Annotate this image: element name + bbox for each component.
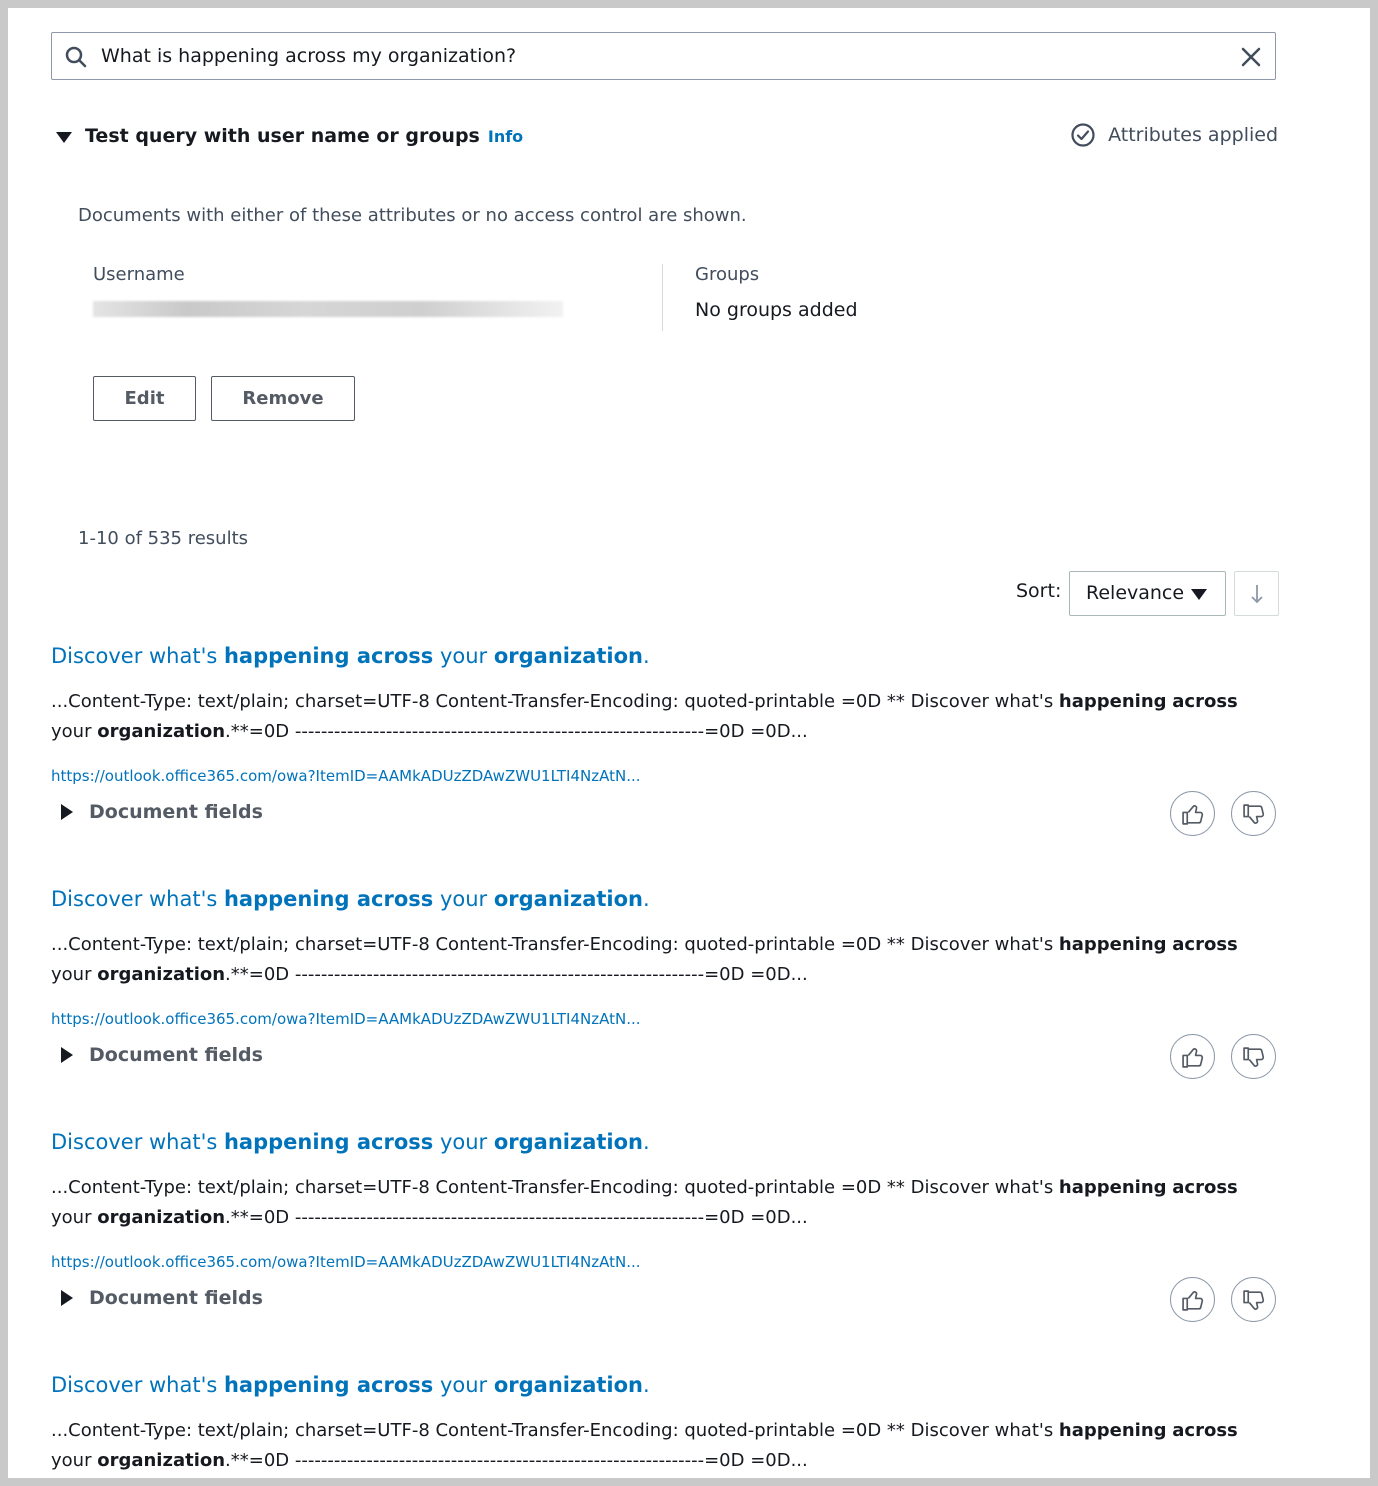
remove-button[interactable]: Remove bbox=[211, 376, 355, 421]
result-url-link[interactable]: https://outlook.office365.com/owa?ItemID=AAMkADUzZDAwZWU1LTI4NzAtN... bbox=[51, 1010, 641, 1028]
snippet-text: ...Content-Type: text/plain; charset=UTF-8 Content-Transfer-Encoding: quoted-printable =0D ** Discover what's bbox=[51, 691, 1059, 712]
result-title-highlight: happening across bbox=[223, 1130, 434, 1154]
snippet-highlight: happening bbox=[1058, 1177, 1167, 1198]
result-title-text: your bbox=[433, 887, 494, 911]
attributes-status-text: Attributes applied bbox=[1108, 124, 1278, 146]
document-fields-label: Document fields bbox=[89, 801, 263, 823]
snippet-highlight: organization bbox=[97, 964, 226, 985]
groups-value: No groups added bbox=[695, 299, 858, 321]
snippet-text: your bbox=[51, 1450, 98, 1471]
snippet-highlight: happening bbox=[1058, 1420, 1167, 1441]
thumbs-up-icon bbox=[1181, 1288, 1206, 1313]
result-title-text: your bbox=[433, 644, 494, 668]
close-icon[interactable] bbox=[1239, 45, 1263, 69]
info-link[interactable]: Info bbox=[487, 126, 524, 146]
search-input[interactable] bbox=[51, 32, 1276, 80]
result-title-highlight: happening across bbox=[223, 887, 434, 911]
sort-select[interactable] bbox=[1069, 571, 1226, 616]
snippet-text: .**=0D ---------------------------------------------------------------=0D =0D... bbox=[225, 964, 808, 985]
thumbs-up-icon bbox=[1181, 802, 1206, 827]
result-title-text: . bbox=[643, 1130, 650, 1154]
snippet-text: your bbox=[51, 964, 98, 985]
result-url-link[interactable]: https://outlook.office365.com/owa?ItemID=AAMkADUzZDAwZWU1LTI4NzAtN... bbox=[51, 767, 641, 785]
edit-button[interactable]: Edit bbox=[93, 376, 196, 421]
result-title-text: your bbox=[433, 1373, 494, 1397]
groups-column bbox=[695, 264, 858, 321]
document-fields-label: Document fields bbox=[89, 1287, 263, 1309]
test-query-description: Documents with either of these attributes or no access control are shown. bbox=[78, 205, 747, 226]
caret-right-icon bbox=[61, 1290, 73, 1306]
search-query[interactable]: What is happening across my organization? bbox=[101, 45, 517, 67]
snippet-highlight: across bbox=[1172, 1420, 1238, 1441]
sort-label: Sort: bbox=[1016, 580, 1062, 602]
snippet-highlight: happening bbox=[1058, 934, 1167, 955]
result-title-link[interactable] bbox=[51, 1130, 650, 1154]
caret-down-icon bbox=[1191, 589, 1207, 600]
snippet-highlight: across bbox=[1172, 934, 1238, 955]
caret-right-icon bbox=[61, 804, 73, 820]
result-title-highlight: organization bbox=[493, 1373, 643, 1397]
result-title-highlight: organization bbox=[493, 887, 643, 911]
snippet-highlight: across bbox=[1172, 691, 1238, 712]
snippet-text: your bbox=[51, 1207, 98, 1228]
snippet-highlight: organization bbox=[97, 1450, 226, 1471]
document-fields-toggle[interactable] bbox=[61, 799, 263, 825]
thumbs-down-icon bbox=[1242, 1288, 1267, 1313]
document-fields-label: Document fields bbox=[89, 1044, 263, 1066]
caret-right-icon bbox=[61, 1047, 73, 1063]
caret-down-icon bbox=[56, 132, 72, 143]
snippet-highlight: organization bbox=[97, 1207, 226, 1228]
result-snippet bbox=[51, 1416, 1241, 1476]
result-title-text: Discover what's bbox=[51, 1373, 224, 1397]
snippet-highlight: organization bbox=[97, 721, 226, 742]
document-fields-toggle[interactable] bbox=[61, 1042, 263, 1068]
result-title-highlight: organization bbox=[493, 1130, 643, 1154]
test-query-toggle[interactable] bbox=[56, 123, 523, 149]
result-title-text: Discover what's bbox=[51, 887, 224, 911]
snippet-text: ...Content-Type: text/plain; charset=UTF-8 Content-Transfer-Encoding: quoted-printable =0D ** Discover what's bbox=[51, 1420, 1059, 1441]
check-circle-icon bbox=[1070, 122, 1096, 148]
result-title-link[interactable] bbox=[51, 1373, 650, 1397]
sort-selected-value: Relevance bbox=[1086, 582, 1185, 604]
result-title-link[interactable] bbox=[51, 887, 650, 911]
document-fields-toggle[interactable] bbox=[61, 1285, 263, 1311]
search-icon bbox=[64, 45, 88, 69]
thumbs-down-button[interactable] bbox=[1231, 1277, 1276, 1322]
snippet-text: .**=0D ---------------------------------------------------------------=0D =0D... bbox=[225, 1207, 808, 1228]
result-url-link[interactable]: https://outlook.office365.com/owa?ItemID=AAMkADUzZDAwZWU1LTI4NzAtN... bbox=[51, 1253, 641, 1271]
column-divider bbox=[662, 264, 663, 331]
thumbs-up-button[interactable] bbox=[1170, 791, 1215, 836]
result-snippet bbox=[51, 1173, 1241, 1233]
username-label: Username bbox=[93, 264, 185, 285]
snippet-highlight: across bbox=[1172, 1177, 1238, 1198]
results-count: 1-10 of 535 results bbox=[78, 528, 249, 549]
groups-label: Groups bbox=[695, 264, 760, 285]
result-title-text: . bbox=[643, 644, 650, 668]
result-title-highlight: organization bbox=[493, 644, 643, 668]
thumbs-up-icon bbox=[1181, 1045, 1206, 1070]
result-snippet bbox=[51, 687, 1241, 747]
snippet-text: .**=0D ---------------------------------------------------------------=0D =0D... bbox=[225, 721, 808, 742]
username-value-redacted bbox=[93, 301, 563, 317]
result-title-text: . bbox=[643, 887, 650, 911]
result-title-highlight: happening across bbox=[223, 644, 434, 668]
thumbs-down-icon bbox=[1242, 802, 1267, 827]
page-frame bbox=[8, 8, 1370, 1478]
attributes-status bbox=[1070, 122, 1278, 148]
result-title-link[interactable] bbox=[51, 644, 650, 668]
result-title-text: Discover what's bbox=[51, 644, 224, 668]
snippet-text: .**=0D ---------------------------------------------------------------=0D =0D... bbox=[225, 1450, 808, 1471]
snippet-text: ...Content-Type: text/plain; charset=UTF-8 Content-Transfer-Encoding: quoted-printable =0D ** Discover what's bbox=[51, 1177, 1059, 1198]
thumbs-down-button[interactable] bbox=[1231, 791, 1276, 836]
thumbs-down-button[interactable] bbox=[1231, 1034, 1276, 1079]
result-snippet bbox=[51, 930, 1241, 990]
result-title-text: your bbox=[433, 1130, 494, 1154]
thumbs-up-button[interactable] bbox=[1170, 1277, 1215, 1322]
snippet-text: ...Content-Type: text/plain; charset=UTF-8 Content-Transfer-Encoding: quoted-printable =0D ** Discover what's bbox=[51, 934, 1059, 955]
sort-direction-button[interactable] bbox=[1234, 571, 1279, 616]
thumbs-up-button[interactable] bbox=[1170, 1034, 1215, 1079]
snippet-highlight: happening bbox=[1058, 691, 1167, 712]
thumbs-down-icon bbox=[1242, 1045, 1267, 1070]
username-column bbox=[93, 264, 663, 317]
arrow-down-icon bbox=[1247, 583, 1267, 605]
result-title-highlight: happening across bbox=[223, 1373, 434, 1397]
result-title-text: Discover what's bbox=[51, 1130, 224, 1154]
snippet-text: your bbox=[51, 721, 98, 742]
result-title-text: . bbox=[643, 1373, 650, 1397]
test-query-label: Test query with user name or groups bbox=[85, 125, 480, 147]
